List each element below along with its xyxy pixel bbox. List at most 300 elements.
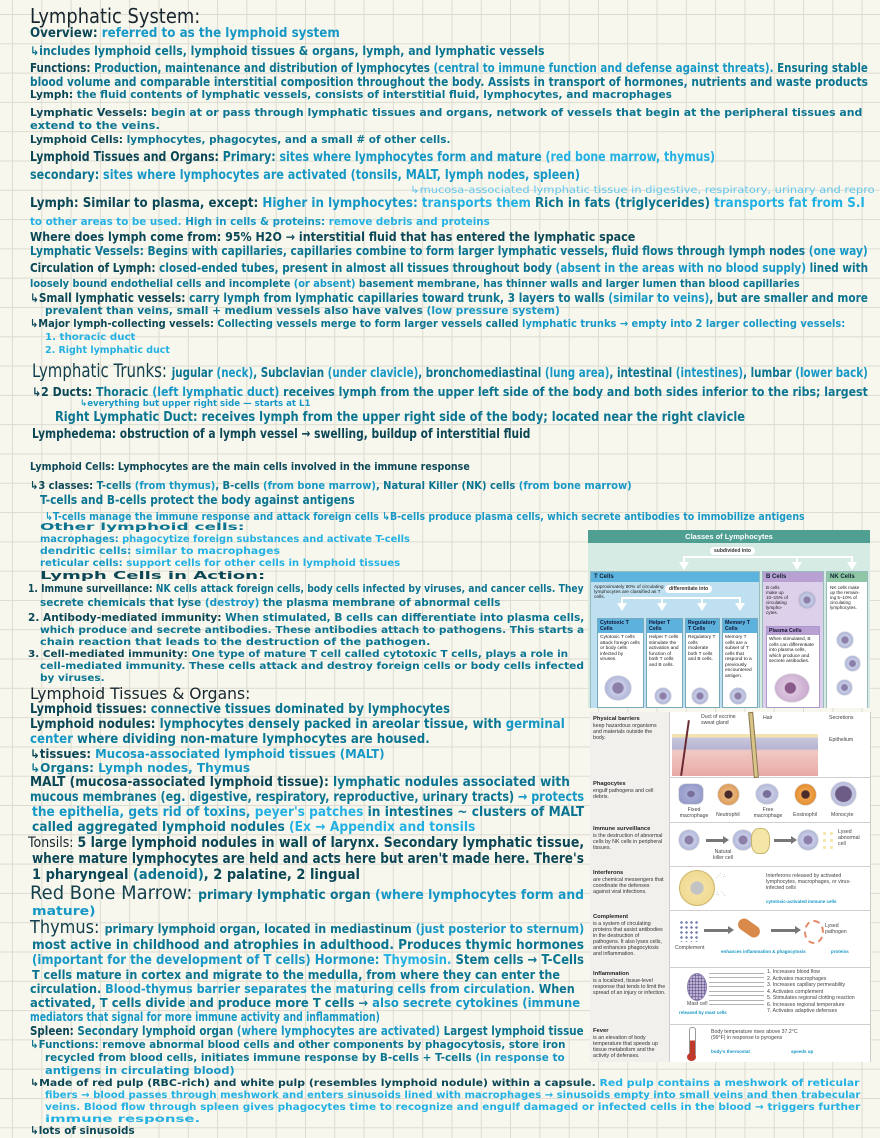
handwritten-annotation: proteins — [831, 949, 849, 954]
note-text: 2. Antibody-mediated immunity: — [28, 611, 226, 624]
secretions-label: Secretions — [829, 715, 854, 721]
nk-cell-icon — [845, 656, 860, 671]
note-line — [28, 649, 568, 660]
effect-item: 4. Activates complement — [767, 988, 824, 995]
abnormal-cell-icon — [751, 828, 770, 854]
row-inflammation — [590, 967, 870, 1025]
note-line — [45, 1065, 235, 1077]
note-text: loosely bound endothelial cells and incomplete — [30, 277, 294, 290]
note-line — [28, 612, 584, 624]
phagocyte-label: Free macrophage — [753, 807, 783, 819]
note-line — [32, 868, 360, 883]
note-text: Begins with capillaries, capillaries combine to form larger lymphatic vessels, fluid flows through lymph nodes — [147, 244, 809, 258]
note-line — [30, 480, 632, 492]
epithelium-label: Epithelium — [829, 737, 854, 743]
note-text: macrophages: — [40, 534, 123, 545]
note-line — [32, 428, 530, 442]
note-text: (absent in the areas with no blood supply) — [555, 261, 810, 275]
b-cells-title: B Cells — [763, 572, 823, 582]
note-line — [30, 5, 200, 27]
note-text: (from bone marrow) — [518, 479, 632, 492]
row-phagocytes — [590, 777, 870, 823]
note-line — [45, 332, 135, 343]
row-interferons — [590, 866, 870, 911]
note-text: Thymosin. — [383, 953, 456, 968]
note-text: ↳Functions: — [30, 1038, 103, 1051]
subtype-title: Cytotoxic T Cells — [598, 619, 643, 633]
note-line — [55, 411, 745, 425]
infected-cell-icon — [679, 870, 715, 906]
note-text: blood volume and comparable interstitial composition throughout the body. Assists in transport of hormones, nutrients and waste products — [30, 75, 868, 89]
effect-arrows — [709, 973, 764, 1005]
note-text: Hormone: — [314, 953, 384, 968]
note-line — [30, 120, 160, 132]
note-line — [40, 546, 280, 557]
fixed-macrophage-icon — [679, 784, 703, 804]
note-text: (under clavicle) — [327, 366, 419, 381]
note-text: (where lymphocytes form and — [374, 888, 585, 903]
note-text: Lymphatic Vessels: — [30, 244, 148, 258]
note-line — [32, 939, 584, 953]
note-text: ↳everything but upper right side — starts at L1 — [80, 399, 311, 409]
note-line — [32, 362, 868, 383]
note-text: lymphatic trunks → empty into 2 larger collecting vessels: — [522, 317, 846, 330]
pathogen-icon — [736, 916, 763, 940]
nk-cells-desc: NK cells make up the remain-ing 5–10% of circulating lymphocytes. — [830, 585, 860, 610]
note-text: Functions: — [30, 61, 95, 75]
interferon-label: Interferons released by activated lymphocytes, macrophages, or virus-infected cells — [766, 873, 851, 891]
note-text: Mucosa-associated lymphoid tissues (MALT) — [95, 747, 385, 761]
note-line — [30, 27, 340, 41]
note-line — [30, 461, 470, 473]
note-text: prevalent than veins, small + medium vessels also have valves — [45, 304, 427, 317]
note-text: reticular cells: — [40, 558, 127, 569]
note-text: Ensuring stable — [777, 61, 868, 75]
row-physical-barriers — [590, 712, 870, 778]
note-text: mature) — [32, 904, 96, 918]
note-text: Overview: — [30, 26, 102, 41]
note-line — [40, 661, 584, 672]
nk-cell-icon — [733, 830, 753, 850]
nk-cell-icon — [837, 632, 853, 648]
note-text: activated, T cells divide and produce more T cells → — [30, 996, 373, 1010]
note-text: , but are smaller and more — [709, 291, 868, 305]
note-text: remove abnormal blood cells and other components by phagocytosis, store iron — [102, 1038, 566, 1051]
note-text: NK cells attack foreign cells, body cells infected by viruses, and cancer cells. They — [155, 582, 584, 595]
note-text: T-cells — [96, 479, 135, 492]
row-immune-surveillance — [590, 822, 870, 867]
note-text: germinal — [505, 717, 565, 732]
note-line — [40, 534, 410, 545]
note-text: Circulation of Lymph: — [30, 261, 160, 275]
note-text: Largest lymphoid tissue — [443, 1024, 584, 1038]
nk-cells-title: NK Cells — [827, 572, 867, 582]
note-line — [32, 386, 868, 399]
note-line — [30, 791, 584, 805]
note-text: Lymphoid Cells: — [30, 133, 127, 146]
note-line — [40, 637, 430, 648]
note-line — [45, 1090, 860, 1101]
t-cells-title: T Cells — [591, 572, 759, 582]
note-text: Spleen: — [30, 1024, 78, 1038]
note-text: which produce and secrete antibodies. These antibodies attach to pathogens. This starts a — [40, 625, 585, 636]
effect-item: 2. Activates macrophages — [767, 975, 827, 982]
nonspecific-defenses-figure — [590, 712, 871, 1062]
lymphocyte-classes-figure — [588, 530, 870, 708]
note-heading: Lymphatic Trunks: — [32, 361, 172, 382]
note-text: 5 large lymphoid nodules in wall of larynx. Secondary lymphatic tissue, — [77, 835, 585, 851]
note-text: primary lymphoid organ, located in mediastinum — [104, 922, 416, 936]
note-text: ↳mucosa-associated lymphatic tissue in digestive, respiratory, urinary and repro — [410, 185, 875, 196]
note-text: peyer's patches — [254, 805, 368, 820]
row-desc: is a localized, tissue-level response that tends to limit the spread of an injury or infection. — [593, 978, 666, 996]
note-text: (adenoid) — [132, 867, 204, 883]
note-text: 1. thoracic duct — [45, 332, 136, 343]
note-line — [32, 821, 475, 835]
note-text: Primary: — [222, 150, 280, 165]
row-desc: engulf pathogens and cell debris. — [593, 788, 654, 800]
note-text: 3. Cell-mediated immunity: — [28, 649, 192, 660]
eosinophil-icon — [795, 784, 816, 805]
subtype-desc: Regulatory T cells moderate both T cells and B cells. — [688, 635, 716, 663]
note-text: Lymphoid tissues: — [30, 702, 151, 717]
note-text: sites where lymphocytes form and mature — [279, 150, 546, 165]
note-text: transports fat from S.I — [714, 196, 865, 211]
note-text: Lymph: Similar to plasma, except: — [30, 196, 263, 211]
note-text: mediators that signal for more immune activity and inflammation) — [30, 1010, 380, 1024]
note-line — [30, 245, 868, 258]
note-heading: Thymus: — [30, 918, 105, 938]
note-line — [30, 318, 845, 330]
note-heading: Lymphoid Tissues & Organs: — [30, 684, 251, 703]
row-title: Phagocytes — [593, 781, 626, 787]
note-text: center — [30, 732, 78, 747]
note-line — [32, 954, 584, 968]
note-text: Blood-thymus barrier separates the maturing cells from circulation. — [105, 982, 539, 996]
note-text: (where lymphocytes are activated) — [236, 1024, 444, 1038]
note-text: ↳3 classes: — [30, 479, 97, 492]
row-title: Fever — [593, 1028, 609, 1034]
skin-illustration — [672, 734, 818, 776]
note-line — [40, 625, 584, 636]
handwritten-annotation: enhances inflammation & phagocytosis — [721, 949, 806, 954]
note-text: connective tissues dominated by lymphocytes — [150, 702, 450, 717]
free-macrophage-icon — [756, 784, 778, 804]
note-text: , B-cells — [215, 479, 264, 492]
note-line — [30, 278, 800, 290]
note-text: where mature lymphocytes are held and acts here but aren't made here. There's — [32, 851, 584, 867]
note-text: Lymphatic Vessels: — [30, 106, 152, 119]
note-text: (from bone marrow) — [263, 479, 376, 492]
note-line — [30, 1025, 584, 1038]
handwritten-annotation: body's thermostat — [711, 1049, 750, 1054]
handwritten-annotation: cytotoxic-activated immune cells — [766, 899, 837, 904]
lysed-cell-label: Lysed abnormal cell — [838, 829, 860, 847]
note-text: Lymphoid Cells: — [30, 460, 118, 473]
phagocyte-label: Monocyte — [831, 812, 854, 818]
note-text: 2. Right lymphatic duct — [45, 345, 170, 356]
note-text: support cells for other cells in lymphoid tissues — [126, 558, 401, 569]
nk-cell-icon — [837, 680, 852, 695]
plasma-cell-icon — [775, 674, 809, 702]
complement-proteins-icon — [679, 920, 699, 942]
note-text: MALT (mucosa-associated lymphoid tissue): — [30, 775, 334, 790]
note-text: (just posterior to sternum) — [415, 922, 585, 936]
note-text: antigens in circulating blood) — [45, 1064, 235, 1077]
note-text: (Ex → Appendix and tonsils — [289, 820, 476, 835]
note-text: (lung area) — [544, 366, 610, 381]
duct-label: Duct of eccrine sweat gland — [701, 714, 736, 726]
note-text: Rich in fats (triglycerides) — [535, 196, 715, 211]
note-line — [40, 522, 244, 533]
lysed-pathogen-label: Lysed pathogen — [825, 923, 847, 935]
subtype-desc: Helper T cells stimulate the activation and function of both T cells and B cells. — [649, 635, 679, 668]
row-desc: is a system of circulating proteins that assist antibodies in the destruction of pathogens. It also lyses cells, and enhances phagocytosis and inflammation. — [593, 921, 663, 957]
note-text: Higher in lymphocytes: — [262, 196, 422, 211]
note-line — [30, 134, 450, 146]
note-text: in intestines ~ clusters of MALT — [367, 805, 585, 820]
lysed-cell-fragments-icon — [821, 830, 835, 850]
note-text: ↳2 Ducts: — [32, 385, 97, 399]
note-text: cell-mediated immunity. These cells attack and destroy foreign cells or body cells infected — [40, 661, 585, 672]
note-line — [40, 597, 500, 609]
nk-cells-group — [826, 571, 868, 708]
note-text: Thoracic — [96, 385, 153, 399]
note-text: ↳tissues: — [30, 747, 96, 761]
handwritten-annotation: released by mast cells — [679, 1010, 727, 1015]
note-text: (important for the development of T cells) — [32, 953, 315, 968]
note-line — [32, 905, 95, 918]
b-cell-icon — [799, 592, 815, 608]
note-text: secrete chemicals that lyse — [40, 596, 205, 609]
note-text: 1 pharyngeal — [32, 867, 133, 883]
note-text: (central to immune function and defense against threats). — [433, 61, 778, 75]
note-text: (in response to — [475, 1051, 565, 1064]
effect-item: 1. Increases blood flow — [767, 969, 821, 975]
note-line — [30, 1039, 565, 1051]
note-text: , bronchomediastinal — [418, 366, 545, 381]
note-text: fibers → blood passes through meshwork and enters sinusoids lined with macrophages → sinusoids empty into small veins and then trabecular — [45, 1090, 861, 1101]
note-text: T-cells and B-cells protect the body against antigens — [40, 493, 355, 507]
note-heading: Tonsils: — [28, 835, 78, 851]
nk-cell-icon — [798, 830, 818, 850]
note-text: similar to macrophages — [135, 546, 280, 557]
lysed-pathogen-icon — [804, 920, 824, 944]
b-cells-desc: B cells make up 10–15% of circulating lympho-cytes. — [766, 585, 788, 615]
handwritten-annotation: speeds up — [791, 1049, 814, 1054]
row-title: Inflammation — [593, 971, 630, 977]
note-line — [30, 1078, 860, 1089]
row-title: Physical barriers — [593, 716, 640, 722]
note-text: obstruction of a lymph vessel → swelling, buildup of interstitial fluid — [119, 427, 531, 442]
note-text: begin at or pass through lymphatic tissues and organs, network of vessels that begin at the peripheral tissues and — [151, 106, 863, 119]
note-text: referred to as the lymphoid system — [101, 26, 340, 41]
note-text: lined with — [809, 261, 869, 275]
note-text: One type of mature T cell called cytotoxic T cells, plays a role in — [191, 649, 569, 660]
mast-cell-label: Mast cell — [687, 1001, 708, 1007]
nk-cell-label: Natural killer cell — [713, 849, 733, 861]
note-line — [32, 969, 560, 982]
effect-item: 5. Stimulates regional clotting reaction — [767, 995, 855, 1001]
row-desc: are chemical messengers that coordinate the defenses against viral infections. — [593, 877, 664, 895]
note-text: basement membrane, has thinner walls and larger lumen than blood capillaries — [358, 277, 800, 290]
note-line — [30, 1011, 380, 1024]
row-title: Complement — [593, 914, 629, 920]
plasma-title: Plasma Cells — [767, 627, 819, 635]
note-line — [30, 983, 575, 996]
note-text: dendritic cells: — [40, 546, 136, 557]
note-text: (destroy) — [204, 596, 264, 609]
note-line — [30, 216, 490, 228]
note-text: the fluid contents of lymphatic vessels, consists of interstitial fluid, lymphocytes, and macrophages — [76, 88, 672, 101]
note-line — [45, 305, 560, 317]
note-text: the epithelia, gets rid of toxins, — [32, 805, 255, 820]
note-line — [40, 570, 265, 582]
note-line — [28, 583, 584, 595]
note-text: Where does lymph come from: 95% H2O → interstitial fluid that has entered the lymphatic space — [30, 230, 636, 244]
note-line — [30, 89, 672, 101]
note-line — [30, 748, 385, 761]
note-text: the plasma membrane of abnormal cells — [263, 596, 501, 609]
note-text: (or absent) — [293, 277, 359, 290]
note-text: (left lymphatic duct) — [152, 385, 284, 399]
note-text: (one way) — [808, 244, 868, 258]
note-text: Right Lymphatic Duct: — [55, 410, 202, 425]
note-line — [32, 806, 584, 820]
note-text: remove debris and proteins — [328, 215, 490, 228]
phagocyte-label: Fixed macrophage — [679, 807, 709, 819]
note-text: T cells mature in cortex and migrate to the medulla, from where they can enter the — [32, 968, 560, 982]
row-desc: keep hazardous organisms and materials outside the body. — [593, 723, 657, 741]
note-text: ↳Small lymphatic vessels: — [30, 291, 190, 305]
note-line — [30, 107, 862, 119]
note-line — [45, 1052, 565, 1064]
note-line — [28, 836, 584, 851]
note-line — [45, 345, 170, 356]
note-text: , Natural Killer (NK) cells — [375, 479, 519, 492]
row-title: Immune surveillance — [593, 826, 651, 832]
note-line — [40, 558, 400, 569]
subdivided-label: subdivided into — [710, 547, 755, 555]
note-text: Lymphedema: — [32, 427, 120, 442]
subtype-desc: Memory T cells are a subset of T cells that respond to a previously encountered antigen. — [725, 635, 752, 679]
effect-item: 3. Increases capillary permeability — [767, 982, 846, 988]
note-text: most active in childhood and atrophies in adulthood. Produces thymic hormones — [32, 938, 584, 953]
note-line — [30, 919, 584, 938]
note-heading: Red Bone Marrow: — [30, 883, 199, 904]
note-line — [32, 852, 584, 867]
note-text: High in cells & proteins: — [185, 215, 329, 228]
note-text: , 2 palatine, 2 lingual — [203, 867, 360, 883]
note-text: by viruses. — [40, 673, 105, 684]
note-text: where dividing non-mature lymphocytes are housed. — [77, 732, 430, 747]
note-line — [410, 185, 875, 196]
interferon-particles-icon: ⋰ ∴ — [716, 873, 726, 879]
note-text: When — [538, 982, 575, 996]
note-text: , lumbar — [743, 366, 796, 381]
note-text: lymphocytes densely packed in areolar tissue, with — [159, 717, 506, 732]
note-line — [30, 997, 580, 1010]
note-text: → protects — [518, 790, 585, 805]
note-text: lymphocytes, phagocytes, and a small # of other cells. — [126, 133, 451, 146]
note-text: ↳Made of red pulp (RBC-rich) and white pulp (resembles lymphoid nodule) within a capsule. — [30, 1078, 600, 1089]
inflammation-effects-list — [767, 969, 855, 1015]
note-line — [30, 62, 868, 75]
note-text: (red bone marrow, thymus) — [545, 150, 716, 165]
fever-label: Body temperature rises above 37.2°C (99°F) in response to pyrogens — [711, 1029, 798, 1041]
note-heading: Lymphatic System: — [30, 4, 201, 28]
note-text: circulation. — [30, 982, 106, 996]
note-line — [30, 762, 250, 775]
nk-cell-icon — [679, 830, 699, 850]
hair-label: Hair — [763, 715, 773, 721]
phagocyte-label: Eosinophil — [793, 812, 817, 818]
note-text: Lymph Cells in Action: — [40, 569, 266, 582]
row-complement — [590, 910, 870, 968]
note-text: carry lymph from lymphatic capillaries toward trunk, 3 layers to walls — [189, 291, 609, 305]
row-desc: is the destruction of abnormal cells by NK cells in peripheral tissues. — [593, 833, 663, 851]
note-text: ↳T-cells manage the immune response and attack foreign cells ↳B-cells produce plasma cells, which secrete antibodies to immobilize antigens — [45, 510, 805, 523]
note-line — [30, 685, 250, 703]
note-text: chain reaction that leads to the destruction of the pathogen. — [40, 637, 431, 648]
t-cells-desc: Approximately 80% of circulating lymphocytes are classified as T cells. — [594, 585, 664, 600]
monocyte-icon — [831, 782, 856, 806]
note-line — [40, 494, 355, 507]
note-text: transports them — [421, 196, 536, 211]
note-text: When stimulated, B cells can differentiate into plasma cells, — [225, 611, 585, 624]
regulatory-cell-icon — [692, 688, 708, 704]
note-text: Secondary lymphoid organ — [77, 1024, 237, 1038]
note-line — [30, 718, 565, 732]
phagocyte-label: Neutrophil — [716, 812, 740, 818]
note-text: Stem cells → T-Cells — [455, 953, 584, 968]
note-text: ↳lots of sinusoids — [30, 1124, 135, 1137]
note-text: Lymphocytes are the main cells involved in the immune response — [117, 460, 470, 473]
note-text: recycled from blood cells, initiates immune response by B-cells + T-cells — [45, 1051, 476, 1064]
note-text: Collecting vessels merge to form larger vessels called — [217, 317, 523, 330]
note-text: phagocytize foreign substances and activate T-cells — [122, 534, 410, 545]
t-cells-group — [590, 571, 760, 708]
row-title: Interferons — [593, 870, 624, 876]
row-desc: is an elevation of body temperature that speeds up tissue metabolism and the activity of defenses. — [593, 1035, 658, 1059]
cytotoxic-cell-icon — [605, 676, 631, 700]
b-cells-group — [762, 571, 824, 708]
note-line — [45, 1102, 860, 1113]
note-text: Red pulp contains a meshwork of reticular — [599, 1078, 860, 1089]
note-text: Other lymphoid cells: — [40, 522, 245, 533]
note-line — [30, 45, 545, 58]
effect-item: 7. Activates adaptive defenses — [767, 1008, 838, 1014]
note-text: 1. Immune surveillance: — [28, 582, 156, 595]
subtype-desc: Cytotoxic T cells attack foreign cells or body cells infected by viruses. — [600, 635, 640, 663]
note-text: Lymph: — [30, 88, 77, 101]
note-text: jugular — [171, 366, 217, 381]
note-line — [80, 400, 310, 410]
figure-title: Classes of Lymphocytes — [588, 530, 870, 543]
note-text: lymphatic nodules associated with — [333, 775, 570, 790]
differentiate-label: differentiate into — [665, 585, 712, 593]
note-text: to other areas to be used. — [30, 215, 186, 228]
mast-cell-icon — [687, 973, 707, 1001]
note-text: mucous membranes (eg. digestive, respiratory, reproductive, urinary tracts) — [30, 790, 519, 805]
note-text: Lymphoid nodules: — [30, 717, 160, 732]
note-text: (neck) — [216, 366, 254, 381]
note-text: immune response. — [45, 1114, 201, 1125]
note-text: (from thymus) — [134, 479, 216, 492]
note-text: secondary: — [30, 168, 104, 183]
note-line — [30, 884, 584, 905]
note-text: (similar to veins) — [608, 291, 710, 305]
